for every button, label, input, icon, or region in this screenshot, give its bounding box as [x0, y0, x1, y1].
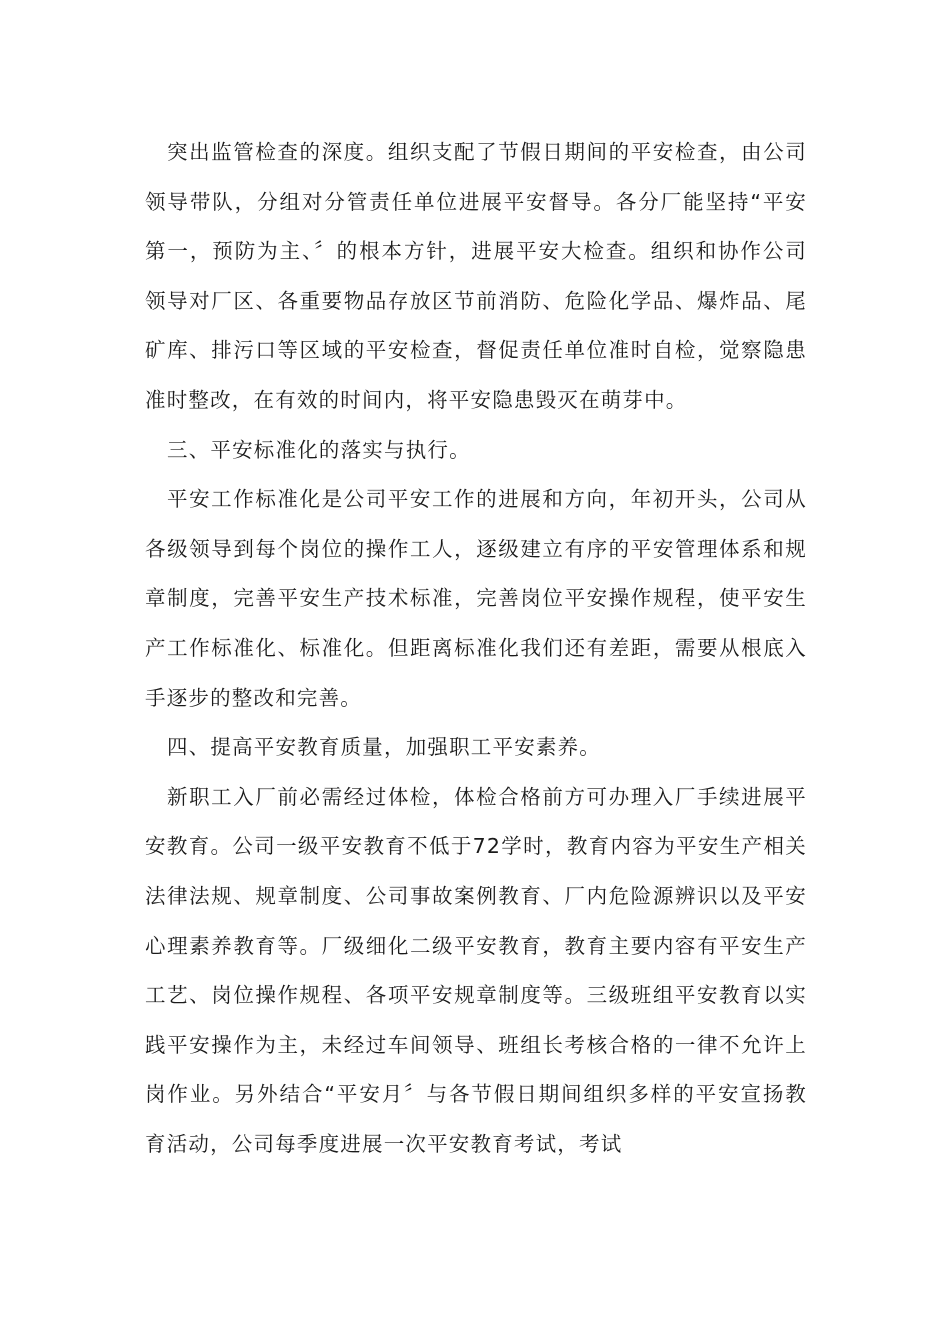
paragraph-standardization: 平安工作标准化是公司平安工作的进展和方向，年初开头，公司从各级领导到每个岗位的操作工人，逐级建立有序的平安管理体系和规章制度，完善平安生产技术标准，完善岗位平安操作规程，使平安生产工作标准化、标准化。但距离标准化我们还有差距，需要从根底入手逐步的整改和完善。 [145, 487, 807, 710]
section-heading-4: 四、提高平安教育质量，加强职工平安素养。 [167, 735, 601, 760]
paragraph-safety-education: 新职工入厂前必需经过体检，体检合格前方可办理入厂手续进展平安教育。公司一级平安教育不低于72学时，教育内容为平安生产相关法律法规、规章制度、公司事故案例教育、厂内危险源辨识以及平安心理素养教育等。厂级细化二级平安教育，教育主要内容有平安生产工艺、岗位操作规程、各项平安规章制度等。三级班组平安教育以实践平安操作为主，未经过车间领导、班组长考核合格的一律不允许上岗作业。另外结合“平安月〞与各节假日期间组织多样的平安宣扬教育活动，公司每季度进展一次平安教育考试，考试 [145, 784, 807, 1156]
document-body [145, 128, 807, 1169]
section-heading-3: 三、平安标准化的落实与执行。 [167, 437, 471, 462]
paragraph-inspection-depth: 突出监管检查的深度。组织支配了节假日期间的平安检查，由公司领导带队，分组对分管责任单位进展平安督导。各分厂能坚持“平安第一，预防为主、〞的根本方针，进展平安大检查。组织和协作公司领导对厂区、各重要物品存放区节前消防、危险化学品、爆炸品、尾矿库、排污口等区域的平安检查，督促责任单位准时自检，觉察隐患准时整改，在有效的时间内，将平安隐患毁灭在萌芽中。 [145, 140, 807, 412]
